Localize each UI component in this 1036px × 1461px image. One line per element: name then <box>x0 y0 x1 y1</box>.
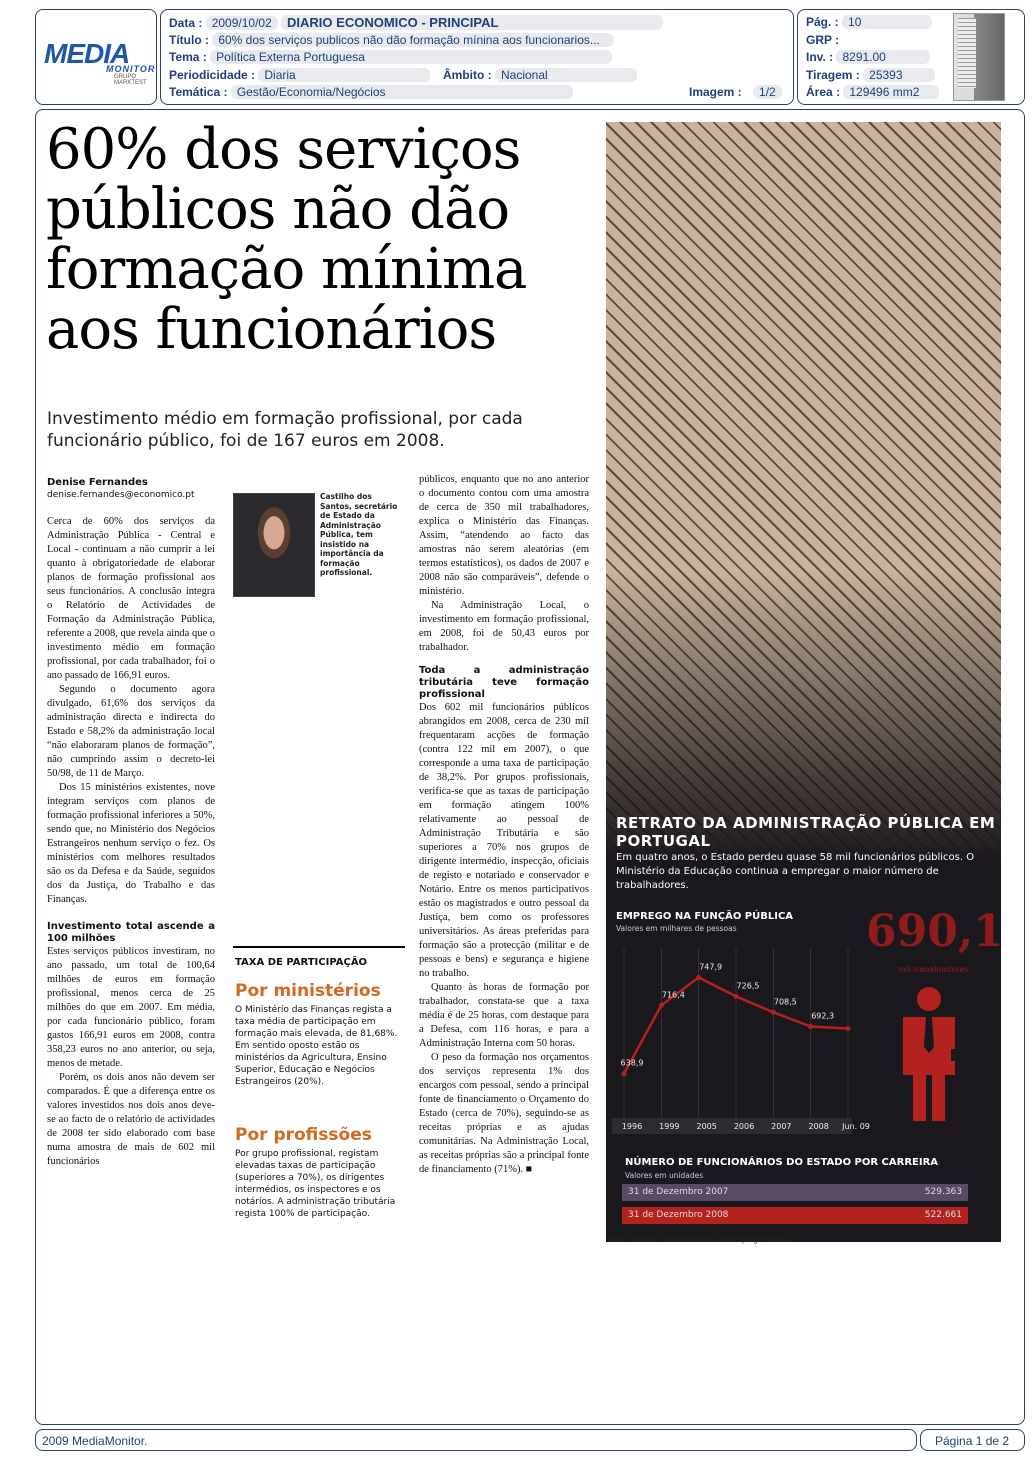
chart-tick-label: 2006 <box>733 1122 755 1131</box>
paragraph: O peso da formação nos orçamentos dos serviços representa 1% dos encargos com pessoal, sendo a principal fonte de financiamento o Orçamento do Estado (cerca de 70%), seguindo-se as receitas próprias e as ajudas comunitárias. Na Administração Local, as receitas próprias são a principal fonte de financiamento (71%). ■ <box>419 1052 589 1175</box>
page-indicator: Página 1 de 2 <box>935 1434 1010 1448</box>
chart-point <box>808 1024 813 1029</box>
inv-value: 8291.00 <box>836 50 930 64</box>
big-number: 690,1 <box>866 906 1004 957</box>
pag-label: Pág. : <box>806 15 839 29</box>
chart-data-label: 747,9 <box>699 962 723 972</box>
inv-label: Inv. : <box>806 50 834 64</box>
carreira-title: NÚMERO DE FUNCIONÁRIOS DO ESTADO POR CARREIRA <box>625 1157 939 1168</box>
grp-row <box>806 33 942 47</box>
sidebar-rule <box>233 946 405 948</box>
pag-value: 10 <box>842 15 932 29</box>
chart-point <box>622 1071 627 1076</box>
area-label: Área : <box>806 85 841 99</box>
column-3 <box>419 473 589 1177</box>
data-label: Data : <box>169 16 203 30</box>
paragraph: Cerca de 60% dos serviços da Administração Pública - Central e Local - continuam a não cumprir a lei quanto à obrigatoriedade de elaborar planos de formação profissional aos seus funcionários. A conclusão integra o Relatório de Actividades de Formação da Administração Pública, referente a 2008, que revela ainda que o investimento médio em formação profissional, por cada trabalhador, foi o ano passado de 166,91 euros. <box>47 516 215 681</box>
chart-data-label: 708,5 <box>773 997 797 1007</box>
titulo-row <box>169 33 614 47</box>
tiragem-label: Tiragem : <box>806 68 860 82</box>
imagem-value: 1/2 <box>753 85 782 99</box>
portrait-photo <box>233 493 315 597</box>
sidebar-heading-profissoes: Por profissões <box>235 1125 372 1145</box>
chart-tick-label: 1996 <box>621 1122 643 1131</box>
headline: 60% dos serviços públicos não dão formação mínima aos funcionários <box>46 117 527 362</box>
photo-caption: Castilho dos Santos, secretário de Estado da Administração Pública, tem insistido na importância da formação profissional. <box>320 492 398 577</box>
periodicidade-label: Periodicidade : <box>169 68 256 82</box>
deck: Investimento médio em formação profissional, por cada funcionário público, foi de 167 euros em 2008. <box>47 409 523 451</box>
author: Denise Fernandes <box>47 477 148 488</box>
ambito-value: Nacional <box>495 68 637 82</box>
subheading: Investimento total ascende a 100 milhões <box>47 921 215 944</box>
paragraph: Dos 15 ministérios existentes, nove integram serviços com planos de formação profissional inferiores a 50%, sendo que, no Ministério dos Negócios Estrangeiros nenhum serviço o fez. Os ministérios com melhores resultados são os da Defesa e da Saúde, seguidos dos da Justiça, do Trabalho e das Finanças. <box>47 782 215 905</box>
carreira-bar-2007 <box>622 1184 968 1201</box>
chart-point <box>696 975 701 980</box>
carreira-bar-label: 31 de Dezembro 2008 <box>628 1210 729 1220</box>
footer-right <box>920 1429 1025 1451</box>
paragraph: Quanto às horas de formação por trabalhador, constata-se que a taxa média é de 25 horas, com destaque para a Defesa, com 116 horas, e para a Administração Interna com 50 horas. <box>419 982 589 1049</box>
chart-data-label: 692,3 <box>811 1011 835 1021</box>
chart-point <box>771 1010 776 1015</box>
chart-data-label: 716,4 <box>661 990 685 1000</box>
inv-row <box>806 50 930 64</box>
tematica-value: Gestão/Economia/Negócios <box>231 85 573 99</box>
imagem-label: Imagem : <box>689 85 742 99</box>
chart-tick-label: Jun. 09 <box>842 1122 870 1131</box>
paragraph: públicos, enquanto que no ano anterior o documento contou com uma amostra de cerca de 350 mil trabalhadores, explica o Ministério das Finanças. Assim, “atendendo ao facto das amostras não serem aleatórias (em termos estatísticos), os dados de 2007 e 2008 não são comparáveis”, defende o ministério. <box>419 474 589 597</box>
big-number-unit: mil trabalhadores <box>898 965 969 974</box>
paragraph: Segundo o documento agora divulgado, 61,6% dos serviços da administração directa e indirecta do Estado e 58,2% da administração local “não elaboraram planos de formação”, não cumprindo assim o decreto-lei 50/98, de 11 de Março. <box>47 684 215 779</box>
paragraph: Dos 602 mil funcionários públicos abrangidos em 2008, cerca de 230 mil frequentaram acções de formação (contra 122 mil em 2007), o que corresponde a uma taxa de participação de 38,2%. Por grupos profissionais, verifica-se que as taxas de participação em formação atingem 100% relativamente ao pessoal de Administração Tributária e são superiores a 70% nos grupos de dirigente intermédio, inspecção, oficiais de registo e notariado e conservador e Notário. Entre os menos participativos estão os magistrados e outro pessoal da Justiça, bem como os professores universitários. As áreas preferidas para formação são a protecção (militar e de pessoas e bens) e segurança e higiene no trabalho. <box>419 702 589 979</box>
grp-label: GRP : <box>806 33 840 47</box>
tematica-row <box>169 85 573 99</box>
sidebar-title: TAXA DE PARTICIPAÇÃO <box>235 957 368 968</box>
carreira-bar-label: 31 de Dezembro 2007 <box>628 1187 729 1197</box>
ambito-row <box>443 68 637 82</box>
tema-label: Tema : <box>169 50 207 64</box>
area-row <box>806 85 939 99</box>
chart-title: EMPREGO NA FUNÇÃO PÚBLICA <box>616 911 794 922</box>
subheading: Toda a administração tributária teve formação profissional <box>419 665 589 700</box>
chart-data-label: 638,9 <box>620 1058 644 1068</box>
person-icon <box>893 985 965 1125</box>
carreira-bar-value: 529.363 <box>924 1187 962 1197</box>
chart-data-label: 726,5 <box>736 981 760 991</box>
paragraph: Porém, os dois anos não devem ser comparados. É que a diferença entre os valores investidos nos dois anos deve-se ao facto de o relatório de actividades de 2008 ter sido elaborado com base numa amostra de mais de 602 mil funcionários <box>47 1072 215 1167</box>
paragraph: Na Administração Local, o investimento em formação profissional, em 2008, foi de 50,43 euros por trabalhador. <box>419 600 589 653</box>
page-thumbnail[interactable] <box>953 13 1005 101</box>
chart-tick-label: 2007 <box>771 1122 792 1131</box>
chart-tick-label: 2008 <box>808 1122 829 1131</box>
periodicidade-row <box>169 68 430 82</box>
sidebar-heading-ministerios: Por ministérios <box>235 981 381 1001</box>
area-value: 129496 mm2 <box>843 85 939 99</box>
source-note: Fonte: Boletim do Observatório do Emprego Público <box>608 1236 790 1244</box>
footer-left <box>35 1429 917 1451</box>
pag-row <box>806 15 932 29</box>
data-row <box>169 15 663 30</box>
infographic-subtitle: Em quatro anos, o Estado perdeu quase 58 mil funcionários públicos. O Ministério da Educação continua a empregar o maior número de trabalhadores. <box>616 852 975 891</box>
chart-unit: Valores em milhares de pessoas <box>616 924 737 933</box>
titulo-label: Título : <box>169 33 209 47</box>
ambito-label: Âmbito : <box>443 68 492 82</box>
column-1 <box>47 515 215 1169</box>
carreira-bar-value: 522.661 <box>924 1210 962 1220</box>
mediamonitor-logo <box>44 38 156 86</box>
paragraph: Estes serviços públicos investiram, no ano passado, um total de 100,64 milhões de euros em formação profissional, menos cerca de 25 milhões do que em 2007. Em média, por cada funcionário público, foram gastos 166,91 euros em 2008, contra 358,23 euros no ano anterior, ou seja, menos de metade. <box>47 946 215 1069</box>
employment-line-chart <box>612 940 870 1140</box>
chart-point <box>659 1003 664 1008</box>
chart-tick-label: 1999 <box>659 1122 680 1131</box>
copyright: 2009 MediaMonitor. <box>42 1434 148 1448</box>
publication-name: DIARIO ECONOMICO - PRINCIPAL <box>281 15 663 30</box>
chart-point <box>846 1026 851 1031</box>
carreira-unit: Valores em unidades <box>625 1171 704 1180</box>
logo-sub2: GRUPO MARKTEST <box>114 74 147 86</box>
tema-value: Política Externa Portuguesa <box>210 50 612 64</box>
author-email[interactable]: denise.fernandes@economico.pt <box>47 490 195 500</box>
metadata-panel <box>160 9 794 105</box>
data-value: 2009/10/02 <box>206 16 278 30</box>
periodicidade-value: Diaria <box>258 68 430 82</box>
imagem-row <box>689 85 782 99</box>
sidebar-text-ministerios: O Ministério das Finanças regista a taxa média de participação em formação mais elevada, de 81,68%. Em sentido oposto estão os ministérios da Agricultura, Ensino Superior, Educação e Negócios Estrangeiros (20%). <box>235 1005 398 1087</box>
logo-main: MEDIA <box>44 38 130 69</box>
tema-row <box>169 50 612 64</box>
infographic-title: RETRATO DA ADMINISTRAÇÃO PÚBLICA EM PORTUGAL <box>616 814 996 850</box>
tematica-label: Temática : <box>169 85 228 99</box>
tiragem-row <box>806 68 935 82</box>
titulo-value: 60% dos serviços publicos não dão formação mínina aos funcionarios... <box>212 33 614 47</box>
logo-box <box>35 9 157 105</box>
chart-tick-label: 2005 <box>696 1122 717 1131</box>
carreira-bar-2008 <box>622 1207 968 1224</box>
sidebar-text-profissoes: Por grupo profissional, registam elevadas taxas de participação (superiores a 70%), os dirigentes intermédios, os inspectores e os notários. A administração tributária regista 100% de participação. <box>235 1149 396 1219</box>
tiragem-value: 25393 <box>863 68 935 82</box>
chart-point <box>734 994 739 999</box>
logo-sub: MONITOR <box>106 64 156 74</box>
